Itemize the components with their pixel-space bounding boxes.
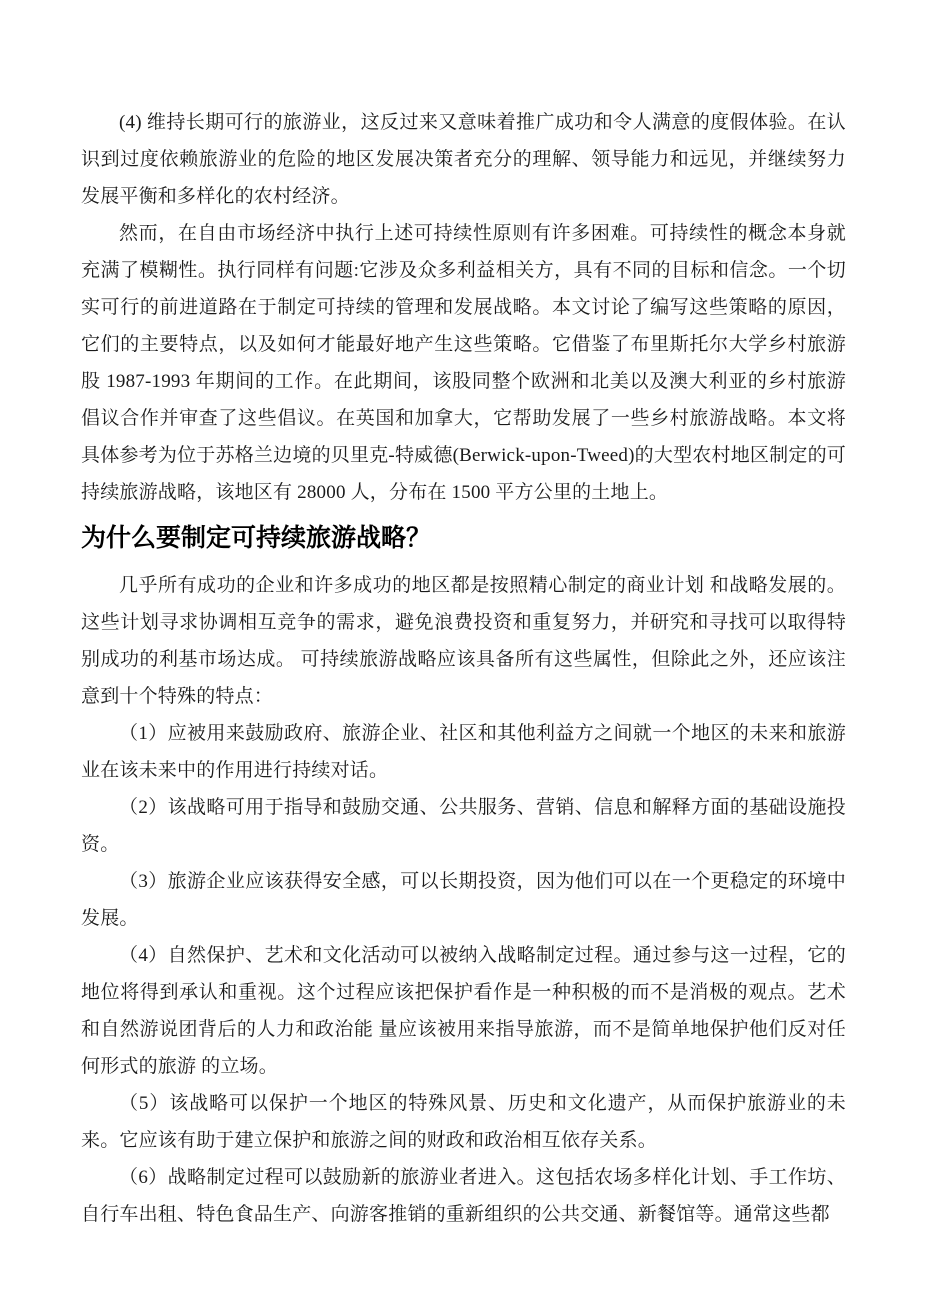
paragraph: （6）战略制定过程可以鼓励新的旅游业者进入。这包括农场多样化计划、手工作坊、自行车出租、特色食品生产、向游客推销的重新组织的公共交通、新餐馆等。通常这些都 [81,1167,846,1225]
paragraph: （1）应被用来鼓励政府、旅游企业、社区和其他利益方之间就一个地区的未来和旅游业在该未来中的作用进行持续对话。 [81,723,846,781]
paragraph: (4) 维持长期可行的旅游业，这反过来又意味着推广成功和令人满意的度假体验。在认识到过度依赖旅游业的危险的地区发展决策者充分的理解、领导能力和远见，并继续努力发展平衡和多样化的农村经济。 [81,112,846,207]
paragraph: （4）自然保护、艺术和文化活动可以被纳入战略制定过程。通过参与这一过程，它的地位将得到承认和重视。这个过程应该把保护看作是一种积极的而不是消极的观点。艺术和自然游说团背后的人力和政治能 量应该被用来指导旅游，而不是简单地保护他们反对任何形式的旅游 的立场。 [81,945,846,1077]
paragraph: （3）旅游企业应该获得安全感，可以长期投资，因为他们可以在一个更稳定的环境中发展。 [81,871,846,929]
section-heading: 为什么要制定可持续旅游战略？ [81,524,432,552]
paragraph: 然而，在自由市场经济中执行上述可持续性原则有许多困难。可持续性的概念本身就充满了模糊性。执行同样有问题:它涉及众多利益相关方，具有不同的目标和信念。一个切实可行的前进道路在于制定可持续的管理和发展战略。本文讨论了编写这些策略的原因，它们的主要特点，以及如何才能最好地产生这些策略。它借鉴了布里斯托尔大学乡村旅游股 1987-1993 年期间的工作。在此期间，该股同整个欧洲和北美以及澳大利亚的乡村旅游倡议合作并审查了这些倡议。在英国和加拿大，它帮助发展了一些乡村旅游战略。本文将具体参考为位于苏格兰边境的贝里克-特威德(Berwick-upon-Tweed)的大型农村地区制定的可持续旅游战略，该地区有 28000 人，分布在 1500 平方公里的土地上。 [81,223,846,503]
paragraph: （2）该战略可用于指导和鼓励交通、公共服务、营销、信息和解释方面的基础设施投资。 [81,797,846,855]
document-content [81,104,846,1233]
paragraph: （5）该战略可以保护一个地区的特殊风景、历史和文化遗产，从而保护旅游业的未来。它应该有助于建立保护和旅游之间的财政和政治相互依存关系。 [81,1093,846,1151]
paragraph: 几乎所有成功的企业和许多成功的地区都是按照精心制定的商业计划 和战略发展的。这些计划寻求协调相互竞争的需求，避免浪费投资和重复努力，并研究和寻找可以取得特别成功的利基市场达成。 可持续旅游战略应该具备所有这些属性，但除此之外，还应该注意到十个特殊的特点： [81,575,846,707]
